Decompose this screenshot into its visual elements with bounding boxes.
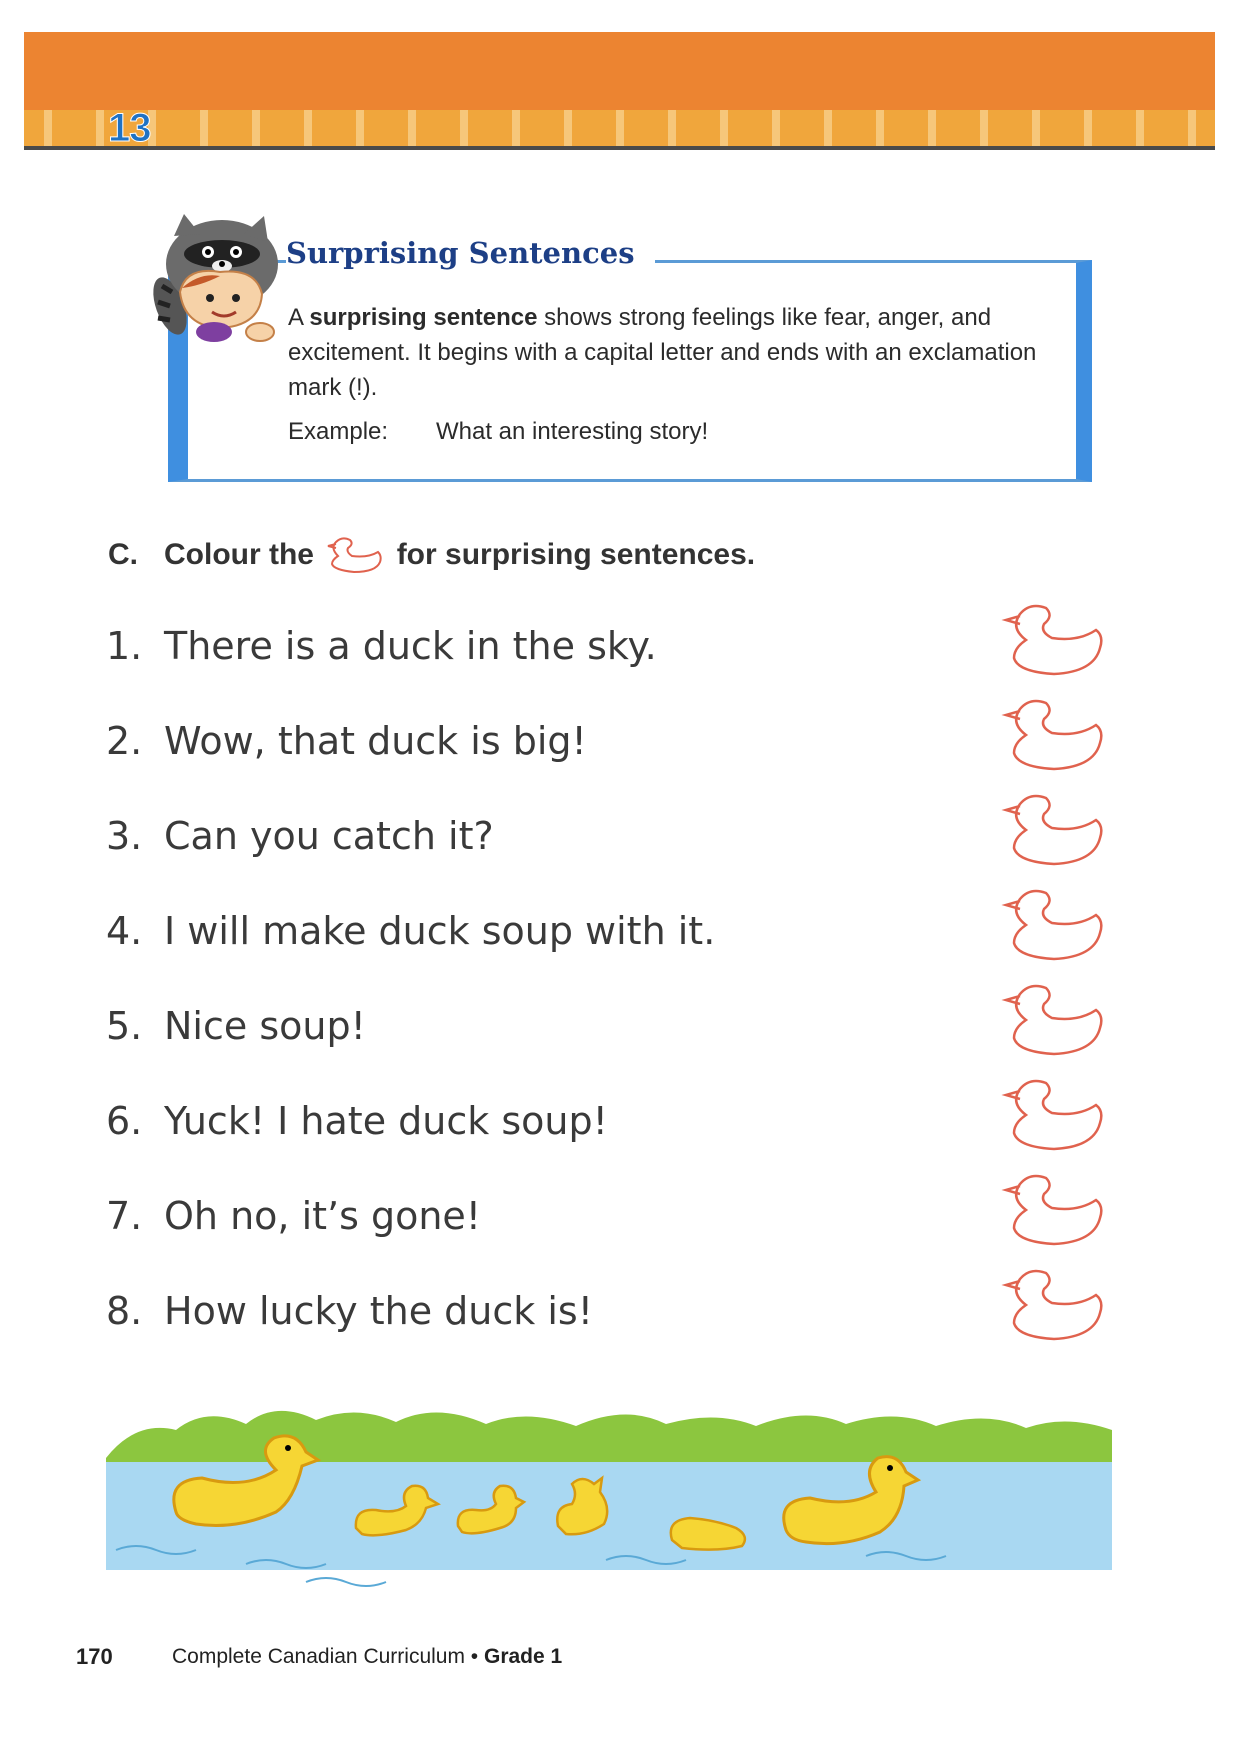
sentence-number: 8. — [106, 1289, 143, 1333]
info-body-keyword: surprising sentence — [309, 304, 538, 331]
duck-pond-illustration — [106, 1400, 1112, 1590]
sentence-text: Yuck! I hate duck soup! — [164, 1099, 608, 1143]
header-checker-strip — [24, 110, 1215, 146]
sentence-text: Can you catch it? — [164, 814, 494, 858]
instruction-letter: C. — [108, 538, 138, 571]
sentence-1 — [106, 616, 986, 676]
example-label: Example: — [288, 418, 389, 445]
sentence-2 — [106, 711, 986, 771]
sentence-number: 3. — [106, 814, 143, 858]
sentence-7 — [106, 1186, 986, 1246]
info-box-title: Surprising Sentences — [286, 236, 655, 270]
bushes — [106, 1411, 1112, 1470]
duck-colour-target-6[interactable] — [1000, 1073, 1108, 1157]
duck-outline-icon — [324, 534, 386, 576]
sentence-number: 2. — [106, 719, 143, 763]
sentence-4 — [106, 901, 986, 961]
instruction-text-start: Colour the — [164, 538, 314, 571]
footer-separator: • — [464, 1645, 484, 1668]
sentence-number: 5. — [106, 1004, 143, 1048]
duck-colour-target-3[interactable] — [1000, 788, 1108, 872]
duck-colour-target-2[interactable] — [1000, 693, 1108, 777]
info-body-text-start: A — [288, 304, 310, 331]
unit-number: 13 — [108, 106, 151, 150]
sentence-number: 1. — [106, 624, 143, 668]
duck-colour-target-8[interactable] — [1000, 1263, 1108, 1347]
example-text: What an interesting story! — [436, 418, 709, 445]
sentence-text: Wow, that duck is big! — [164, 719, 587, 763]
instruction — [108, 534, 755, 576]
sentence-text: How lucky the duck is! — [164, 1289, 593, 1333]
grade-label: Grade 1 — [484, 1645, 563, 1668]
sentence-number: 7. — [106, 1194, 143, 1238]
duck-colour-target-4[interactable] — [1000, 883, 1108, 967]
info-box-body — [288, 300, 1048, 405]
header-bar — [24, 32, 1215, 110]
sentence-number: 4. — [106, 909, 143, 953]
duck-colour-target-5[interactable] — [1000, 978, 1108, 1062]
instruction-text-end: for surprising sentences. — [396, 538, 756, 571]
header-rule — [24, 146, 1215, 150]
sentence-text: Oh no, it’s gone! — [164, 1194, 482, 1238]
info-body-text-end: shows strong feelings like fear, anger, and excitement. It begins with a capital letter and ends with an exclamation mark (!). — [288, 304, 1037, 401]
sentence-number: 6. — [106, 1099, 143, 1143]
sentence-text: There is a duck in the sky. — [164, 624, 657, 668]
book-title: Complete Canadian Curriculum — [172, 1645, 465, 1668]
sentence-text: I will make duck soup with it. — [164, 909, 716, 953]
footer-book-title — [172, 1645, 562, 1669]
duck-colour-target-7[interactable] — [1000, 1168, 1108, 1252]
raccoon-kid-mascot-icon — [140, 206, 290, 344]
duck-colour-target-1[interactable] — [1000, 598, 1108, 682]
sentence-5 — [106, 996, 986, 1056]
sentence-text: Nice soup! — [164, 1004, 366, 1048]
sentence-6 — [106, 1091, 986, 1151]
sentence-8 — [106, 1281, 986, 1341]
page-number: 170 — [76, 1644, 113, 1669]
sentence-3 — [106, 806, 986, 866]
